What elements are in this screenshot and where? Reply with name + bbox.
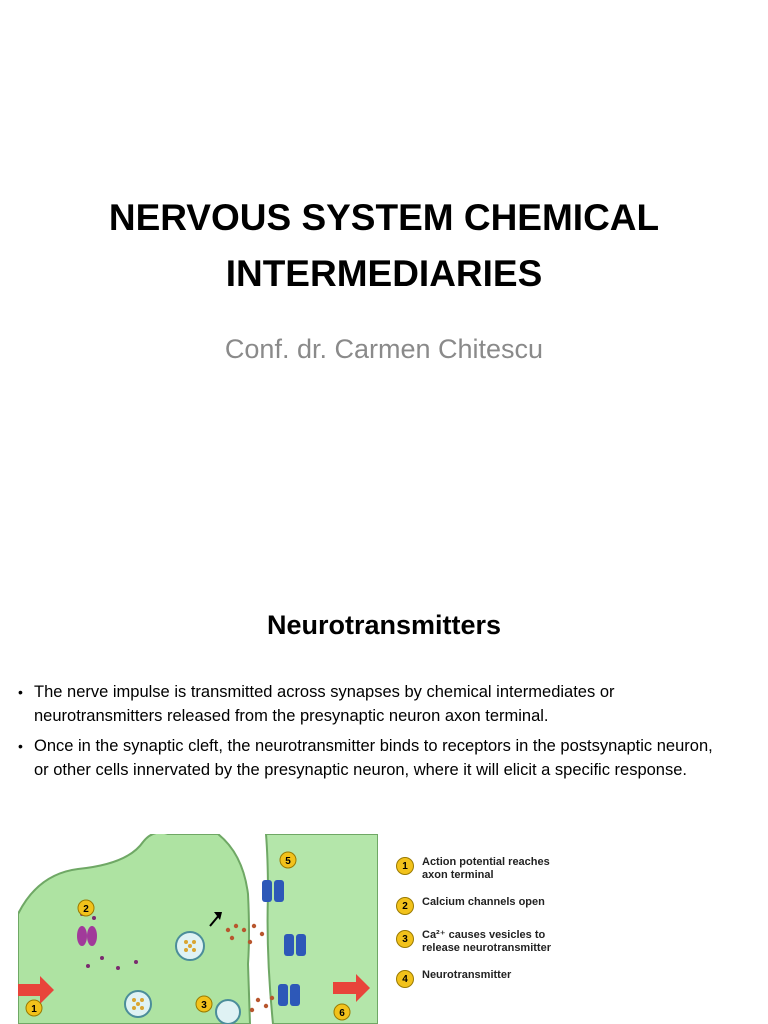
legend-text: Action potential reaches axon terminal	[422, 856, 550, 881]
bullet-item	[18, 680, 718, 728]
bullet-dot-icon: •	[18, 684, 23, 700]
figure-legend	[396, 856, 756, 1002]
marker-6-label: 6	[339, 1008, 345, 1019]
content-slide	[0, 576, 768, 1024]
title-line-1: NERVOUS SYSTEM CHEMICAL	[108, 197, 660, 238]
title-line-2: INTERMEDIARIES	[225, 253, 543, 294]
slide-subtitle: Conf. dr. Carmen Chitescu	[224, 334, 544, 364]
bullet-text: The nerve impulse is transmitted across synapses by chemical intermediates or neurotransmitters released from the presynaptic neuron axon terminal.	[34, 683, 615, 725]
marker-2-label: 2	[83, 904, 89, 915]
bullet-text: Once in the synaptic cleft, the neurotransmitter binds to receptors in the postsynaptic neuron, or other cells innervated by the presynaptic neuron, where it will elicit a specific response.	[34, 737, 713, 779]
bullet-dot-icon: •	[18, 738, 23, 754]
marker-5-label: 5	[285, 856, 291, 867]
legend-number-icon: 3	[396, 930, 414, 948]
synapse-diagram	[18, 834, 378, 1024]
marker-3-icon	[196, 996, 212, 1012]
legend-item	[396, 929, 756, 955]
slide-title	[40, 190, 728, 302]
legend-number-icon: 2	[396, 897, 414, 915]
marker-6-icon	[334, 1004, 350, 1020]
legend-number-icon: 1	[396, 857, 414, 875]
marker-1-label: 1	[31, 1004, 37, 1015]
marker-1-icon	[26, 1000, 42, 1016]
bullet-item	[18, 734, 718, 782]
legend-item	[396, 856, 756, 882]
legend-text: Neurotransmitter	[422, 969, 512, 981]
legend-text: Calcium channels open	[422, 896, 545, 908]
marker-2-icon	[78, 900, 94, 916]
bullet-list	[18, 680, 718, 788]
legend-number-icon: 4	[396, 970, 414, 988]
marker-5-icon	[280, 852, 296, 868]
slide-heading: Neurotransmitters	[266, 610, 502, 640]
legend-text: Ca²⁺ causes vesicles to release neurotransmitter	[422, 929, 551, 954]
legend-item	[396, 969, 756, 988]
legend-item	[396, 896, 756, 915]
marker-3-label: 3	[201, 1000, 207, 1011]
